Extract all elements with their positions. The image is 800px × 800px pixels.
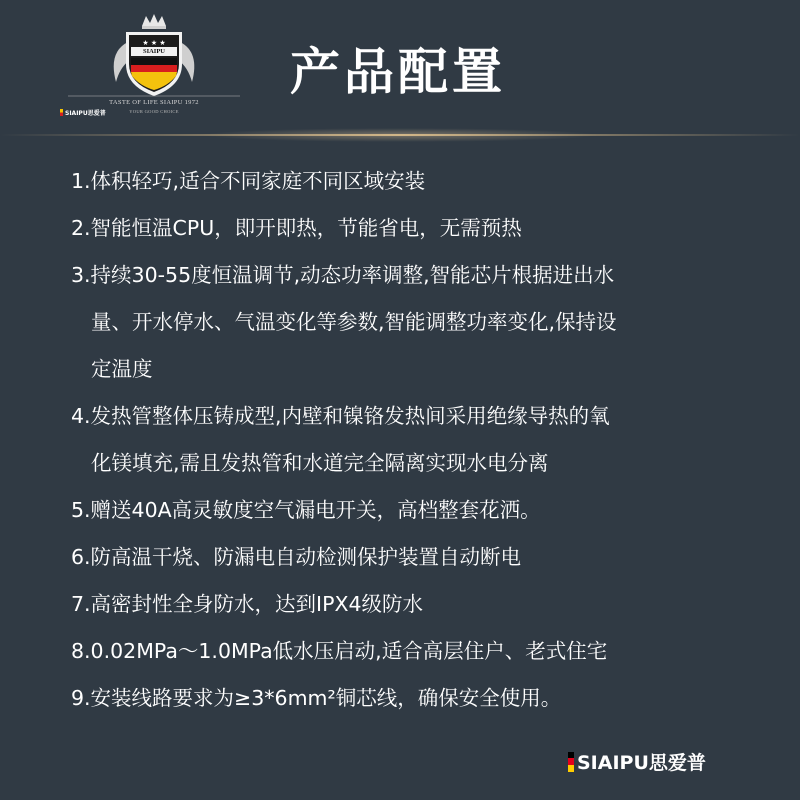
feature-item (71, 534, 771, 581)
logo-subtagline: YOUR GOOD CHOICE (129, 109, 179, 114)
feature-item (71, 158, 771, 205)
feature-item (71, 205, 771, 252)
flag-stripe-red (568, 758, 574, 765)
feature-item (71, 487, 771, 534)
feature-item (71, 675, 771, 722)
feature-line: 8.0.02MPa～1.0MPa低水压启动,适合高层住户、老式住宅 (71, 639, 608, 663)
feature-item (71, 252, 771, 393)
svg-text:★ ★ ★: ★ ★ ★ (142, 39, 166, 47)
feature-line: 9.安装线路要求为≥3*6mm²铜芯线，确保安全使用。 (71, 686, 562, 710)
feature-item (71, 628, 771, 675)
logo-mini-brand-text: SIAIPU思爱普 (65, 110, 106, 117)
feature-item (71, 393, 771, 487)
flag-stripe-black (568, 752, 574, 759)
logo-name: SIAIPU (142, 48, 166, 55)
header (0, 0, 800, 135)
footer-brand-text: SIAIPU思爱普 (577, 752, 706, 774)
feature-line: 6.防高温干烧、防漏电自动检测保护装置自动断电 (71, 545, 522, 569)
feature-line: 5.赠送40A高灵敏度空气漏电开关，高档整套花洒。 (71, 498, 541, 522)
feature-line: 7.高密封性全身防水，达到IPX4级防水 (71, 592, 424, 616)
footer-brand (568, 748, 706, 775)
flag-icon (60, 109, 63, 116)
feature-line-continued: 量、开水停水、气温变化等参数,智能调整功率变化,保持设 (91, 310, 617, 334)
logo-mini-brand (60, 108, 106, 117)
feature-line: 2.智能恒温CPU，即开即热，节能省电，无需预热 (71, 216, 522, 240)
logo-tagline: TASTE OF LIFE SIAIPU 1972 (109, 99, 199, 106)
feature-line-continued: 定温度 (91, 357, 153, 381)
page-title: 产品配置 (290, 43, 506, 101)
feature-line: 4.发热管整体压铸成型,内壁和镍铬发热间采用绝缘导热的氧 (71, 404, 610, 428)
feature-line-continued: 化镁填充,需且发热管和水道完全隔离实现水电分离 (91, 451, 549, 475)
feature-list (71, 158, 771, 722)
feature-line: 1.体积轻巧,适合不同家庭不同区域安装 (71, 169, 426, 193)
header-divider (0, 134, 800, 136)
flag-icon (568, 752, 574, 772)
feature-item (71, 581, 771, 628)
crest-shield-icon (68, 12, 240, 102)
flag-stripe-yellow (568, 765, 574, 772)
feature-line: 3.持续30-55度恒温调节,动态功率调整,智能芯片根据进出水 (71, 263, 615, 287)
